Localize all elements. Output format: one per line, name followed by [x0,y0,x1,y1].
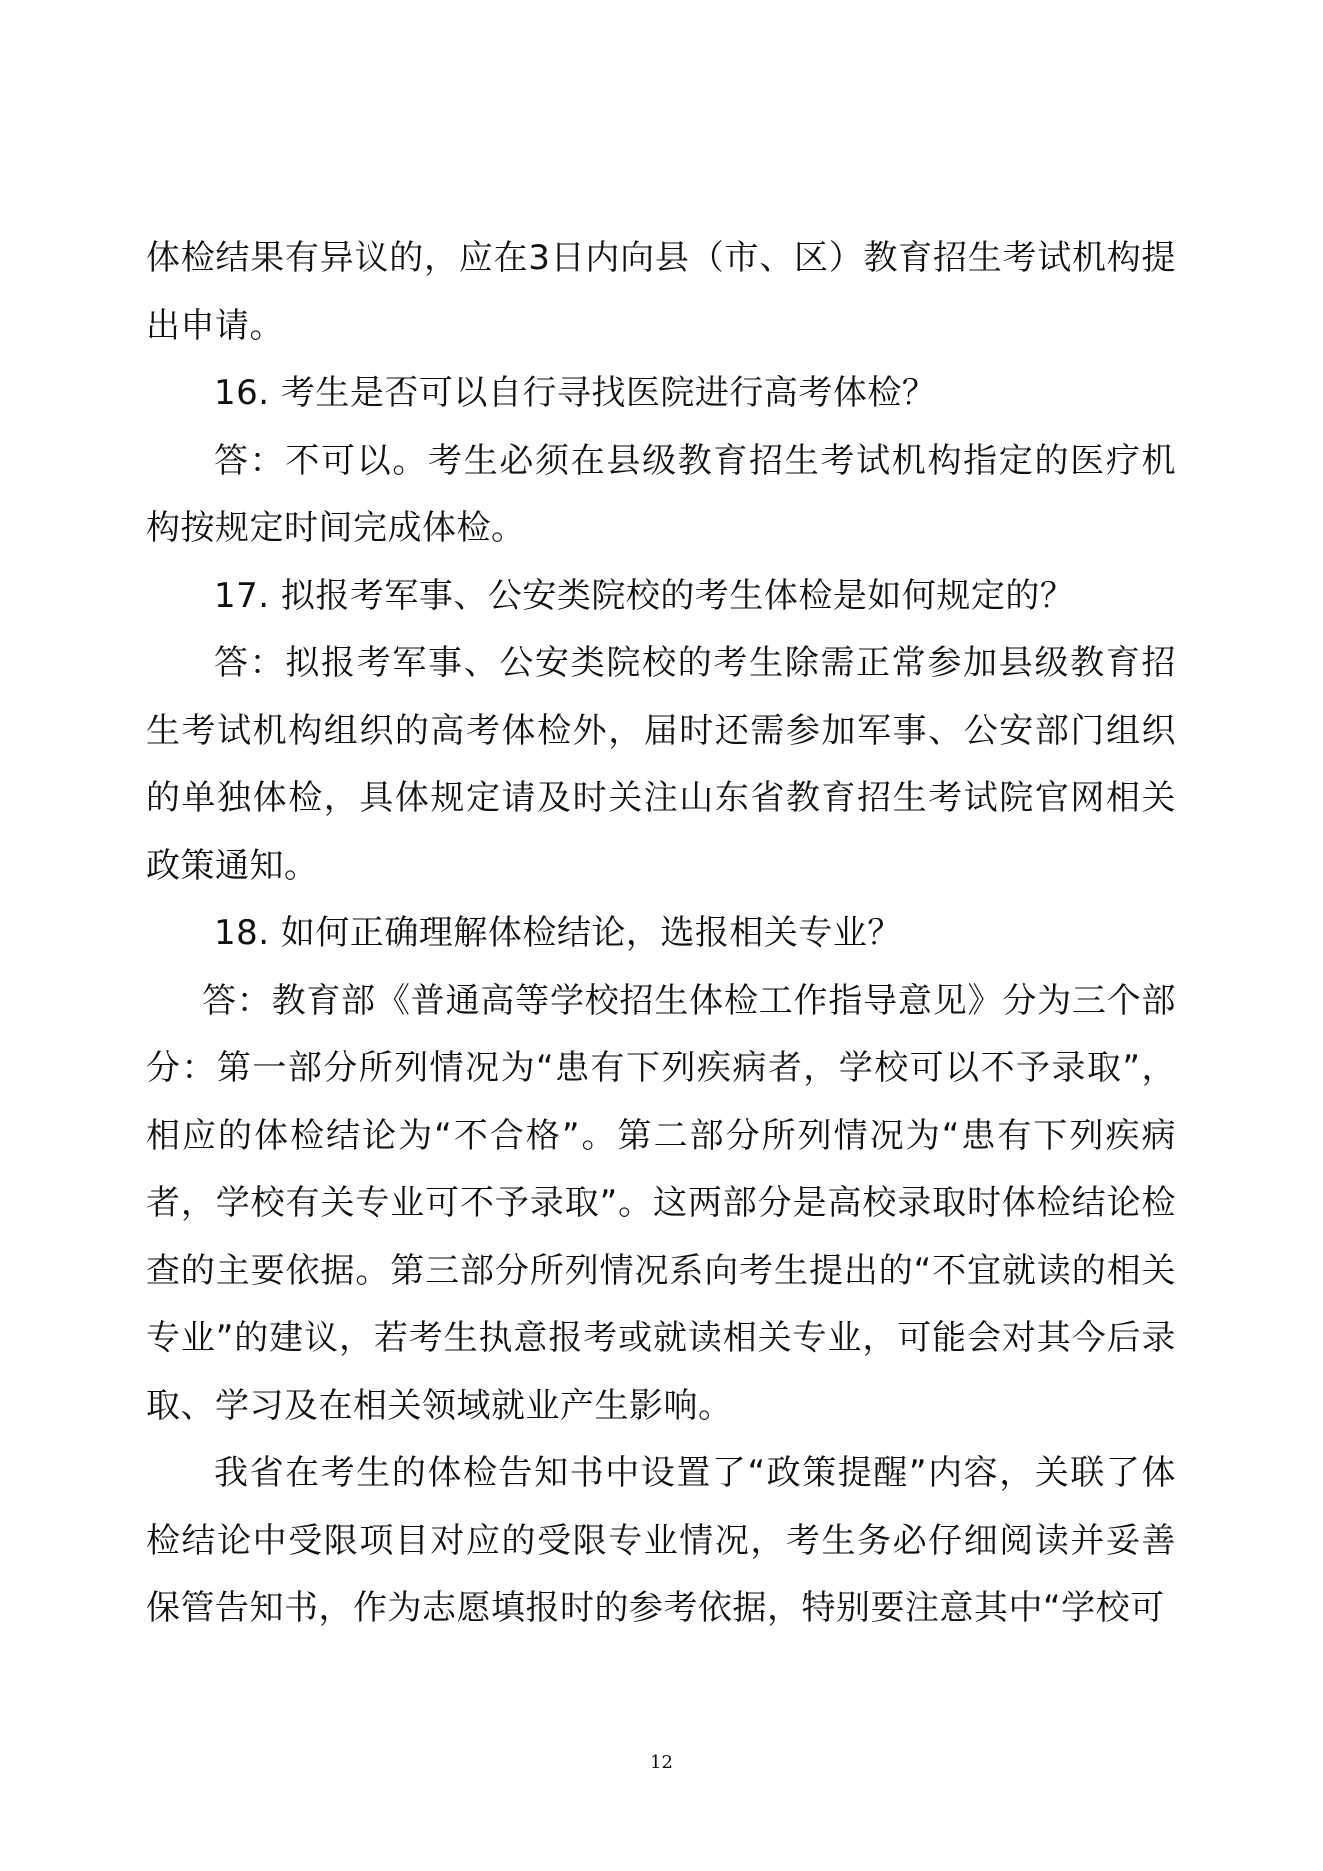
question-17: 17. 拟报考军事、公安类院校的考生体检是如何规定的？ [214,575,1075,616]
question-16: 16. 考生是否可以自行寻找医院进行高考体检？ [214,373,937,413]
answer-16: 答：不可以。考生必须在县级教育招生考试机构指定的医疗机构按规定时间完成体检。 [146,440,1176,548]
policy-notice-paragraph: 我省在考生的体检告知书中设置了“政策提醒”内容，关联了体检结论中受限项目对应的受限专业情况，考生务必仔细阅读并妥善保管告知书，作为志愿填报时的参考依据，特别要注意其中“学校可 [146,1453,1176,1628]
page-number: 12 [650,1752,673,1773]
question-18: 18. 如何正确理解体检结论，选报相关专业？ [214,913,902,953]
page-body [146,225,1176,1643]
paragraph-continuation: 体检结果有异议的，应在3日内向县（市、区）教育招生考试机构提出申请。 [146,238,1176,346]
answer-17: 答：拟报考军事、公安类院校的考生除需正常参加县级教育招生考试机构组织的高考体检外，届时还需参加军事、公安部门组织的单独体检，具体规定请及时关注山东省教育招生考试院官网相关政策通知。 [146,643,1176,886]
answer-18: 答：教育部《普通高等学校招生体检工作指导意见》分为三个部分：第一部分所列情况为“患有下列疾病者，学校可以不予录取”，相应的体检结论为“不合格”。第二部分所列情况为“患有下列疾病者，学校有关专业可不予录取”。这两部分是高校录取时体检结论检查的主要依据。第三部分所列情况系向考生提出的“不宜就读的相关专业”的建议，若考生执意报考或就读相关专业，可能会对其今后录取、学习及在相关领域就业产生影响。 [146,980,1176,1426]
